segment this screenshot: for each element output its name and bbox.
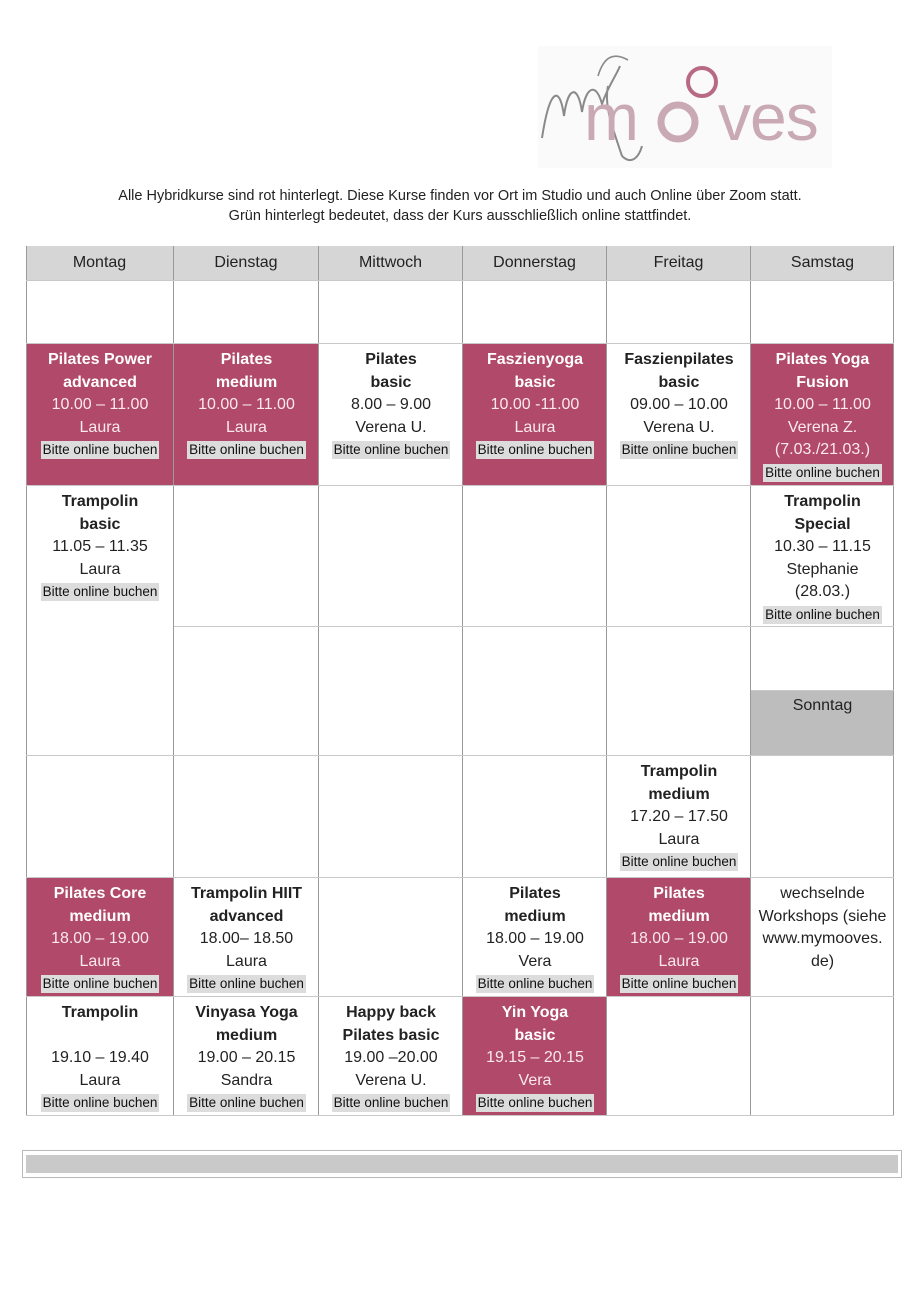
book-online-label: Bitte online buchen: [189, 1095, 304, 1111]
course-mon-evening1: Pilates Core medium 18.00 – 19.00 Laura Bitte online buchen: [26, 878, 174, 996]
mymooves-logo: [538, 46, 832, 168]
header-dienstag: Dienstag: [174, 246, 318, 280]
svg-text:m: m: [584, 80, 638, 154]
book-online-label: Bitte online buchen: [621, 976, 737, 992]
course-tue-evening1: Trampolin HIIT advanced 18.00– 18.50 Laura Bitte online buchen: [189, 885, 304, 992]
course-thu-evening2: Yin Yoga basic 19.15 – 20.15 Vera Bitte online buchen: [463, 997, 607, 1115]
course-wed-evening2: Happy back Pilates basic 19.00 –20.00 Verena U. Bitte online buchen: [333, 1004, 449, 1111]
grid-line: [26, 1115, 894, 1116]
course-sat-morning: Pilates Yoga Fusion 10.00 – 11.00 Verena Z. (7.03./21.03.) Bitte online buchen: [751, 344, 894, 485]
sunday-workshops: wechselnde Workshops (siehe www.mymooves. de): [758, 885, 887, 970]
grid-line: [318, 246, 319, 1116]
course-thu-evening1: Pilates medium 18.00 – 19.00 Vera Bitte online buchen: [477, 885, 593, 992]
grid-line: [893, 246, 894, 1116]
grid-line: [173, 246, 174, 1116]
grid-line: [26, 877, 894, 878]
book-online-label: Bitte online buchen: [477, 976, 593, 992]
grid-line: [26, 996, 894, 997]
header-mittwoch: Mittwoch: [319, 246, 462, 280]
header-freitag: Freitag: [607, 246, 750, 280]
header-montag: Montag: [26, 246, 173, 280]
book-online-label: Bitte online buchen: [42, 584, 158, 600]
header-donnerstag: Donnerstag: [463, 246, 606, 280]
book-online-label: Bitte online buchen: [621, 854, 737, 870]
grid-line: [750, 246, 751, 1116]
grid-line: [174, 626, 894, 627]
header-samstag: Samstag: [751, 246, 894, 280]
course-fri-morning: Faszienpilates basic 09.00 – 10.00 Verena U. Bitte online buchen: [621, 351, 737, 458]
grid-line: [26, 280, 894, 281]
book-online-label: Bitte online buchen: [42, 442, 158, 458]
book-online-label: Bitte online buchen: [189, 976, 304, 992]
course-tue-evening2: Vinyasa Yoga medium 19.00 – 20.15 Sandra Bitte online buchen: [189, 1004, 304, 1111]
course-mon-late-morning: Trampolin basic 11.05 – 11.35 Laura Bitte online buchen: [42, 493, 158, 600]
grid-line: [26, 246, 27, 1116]
course-fri-afternoon: Trampolin medium 17.20 – 17.50 Laura Bitte online buchen: [621, 763, 737, 870]
course-wed-morning: Pilates basic 8.00 – 9.00 Verena U. Bitte online buchen: [333, 351, 449, 458]
course-thu-morning: Faszienyoga basic 10.00 -11.00 Laura Bitte online buchen: [463, 344, 607, 485]
header-sonntag: Sonntag: [751, 691, 894, 755]
online-note: Grün hinterlegt bedeutet, dass der Kurs ausschließlich online stattfindet.: [228, 208, 692, 224]
book-online-label: Bitte online buchen: [621, 442, 737, 458]
course-sat-late-morning: Trampolin Special 10.30 – 11.15 Stephanie (28.03.) Bitte online buchen: [765, 493, 880, 622]
book-online-label: Bitte online buchen: [333, 1095, 449, 1111]
hybrid-note: Alle Hybridkurse sind rot hinterlegt. Diese Kurse finden vor Ort im Studio und auch Online über Zoom statt.: [118, 188, 802, 204]
grid-line: [751, 690, 894, 691]
course-mon-evening2: Trampolin 19.10 – 19.40 Laura Bitte online buchen: [42, 1004, 158, 1111]
course-schedule: [26, 246, 894, 1116]
book-online-label: Bitte online buchen: [333, 442, 449, 458]
course-fri-evening1: Pilates medium 18.00 – 19.00 Laura Bitte online buchen: [607, 878, 751, 996]
grid-line: [462, 246, 463, 1116]
grid-line: [26, 485, 894, 486]
grid-line: [26, 343, 894, 344]
course-mon-morning: Pilates Power advanced 10.00 – 11.00 Laura Bitte online buchen: [26, 344, 174, 485]
book-online-label: Bitte online buchen: [477, 1095, 593, 1111]
grid-line: [606, 246, 607, 1116]
svg-text:ves: ves: [718, 80, 818, 154]
book-online-label: Bitte online buchen: [42, 976, 158, 992]
footer-bar: [22, 1150, 902, 1178]
course-tue-morning: Pilates medium 10.00 – 11.00 Laura Bitte online buchen: [174, 344, 319, 485]
book-online-label: Bitte online buchen: [189, 442, 304, 458]
book-online-label: Bitte online buchen: [765, 464, 880, 480]
book-online-label: Bitte online buchen: [765, 606, 880, 622]
book-online-label: Bitte online buchen: [477, 442, 593, 458]
grid-line: [26, 755, 894, 756]
book-online-label: Bitte online buchen: [42, 1095, 158, 1111]
